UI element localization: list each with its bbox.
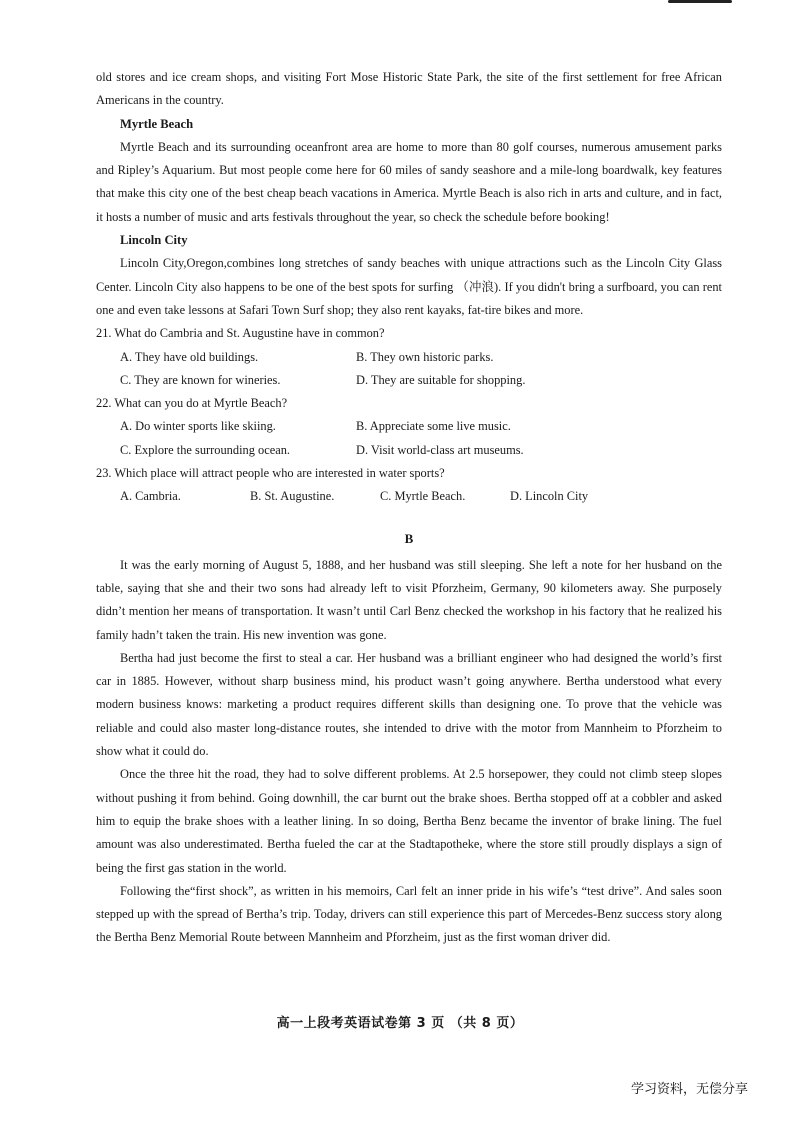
question-stem: 21. What do Cambria and St. Augustine have in common? (96, 326, 385, 341)
passage-b-paragraph-2: Bertha had just become the first to steal a car. Her husband was a brilliant engineer who had designed the world’s first car in 1885. However, without sharp business mind, his product wasn’t going anywhere. Bertha understood what every modern business knows: marketing a product requires different skills than designing one. To prove that the vehicle was reliable and could also master long-distance routes, she intended to drive with the motor from Mannheim to Pforzheim to show what it could do. (96, 650, 722, 759)
question-22 (96, 392, 722, 462)
option-a: A. Cambria. (120, 489, 181, 504)
option-a: A. They have old buildings. (120, 349, 259, 364)
option-row (120, 439, 722, 462)
myrtle-beach-heading: Myrtle Beach (120, 116, 194, 131)
option-b: B. They own historic parks. (356, 349, 494, 364)
option-d: D. They are suitable for shopping. (356, 372, 526, 387)
passage-b-paragraph-4: Following the“first shock”, as written in his memoirs, Carl felt an inner pride in his wife’s “test drive”. And sales soon stepped up with the spread of Bertha’s trip. Today, drivers can still experience this part of Mercedes-Benz success story along the Bertha Benz Memorial Route between Mannheim and Pforzheim, just as the first woman driver did. (96, 883, 722, 945)
option-d: D. Visit world-class art museums. (356, 442, 524, 457)
question-21 (96, 322, 722, 392)
page-footer: 高一上段考英语试卷第 3 页 （共 8 页） (276, 1016, 524, 1031)
question-23 (96, 462, 722, 509)
passage-b-paragraph-3: Once the three hit the road, they had to solve different problems. At 2.5 horsepower, they could not climb steep slopes without pushing it from behind. Going downhill, the car burnt out the brake shoes. Bertha stopped off at a cobbler and asked him to equip the brake shoes with a leather lining. In so doing, Bertha Benz became the inventor of brake lining. The fuel amount was also underestimated. Bertha fueled the car at the Stadtapotheke, where the store still proudly displays a sign of being the first gas station in the world. (96, 767, 722, 875)
option-b: B. Appreciate some live music. (356, 419, 511, 434)
scan-mark (668, 0, 732, 3)
option-row (120, 415, 722, 438)
option-row (120, 346, 722, 369)
question-stem: 23. Which place will attract people who are interested in water sports? (96, 466, 445, 481)
lincoln-city-heading: Lincoln City (120, 233, 188, 248)
option-c: C. Explore the surrounding ocean. (120, 442, 290, 457)
option-d: D. Lincoln City (510, 489, 589, 504)
share-note: 学习资料，无偿分享 (630, 1082, 748, 1097)
continued-paragraph: old stores and ice cream shops, and visiting Fort Mose Historic State Park, the site of the first settlement for free African Americans in the country. (96, 70, 722, 108)
question-stem: 22. What can you do at Myrtle Beach? (96, 396, 288, 411)
section-b-title: B (404, 530, 414, 546)
myrtle-beach-text: Myrtle Beach and its surrounding oceanfront area are home to more than 80 golf courses, numerous amusement parks and Ripley’s Aquarium. But most people come here for 60 miles of sandy seashore and a mile-long boardwalk, key features that make this city one of the best cheap beach vacations in America. Myrtle Beach is also rich in arts and culture, and in fact, it hosts a number of music and arts festivals throughout the year, so check the schedule before booking! (96, 139, 722, 224)
page-content (96, 66, 722, 950)
option-b: B. St. Augustine. (250, 489, 335, 504)
option-c: C. They are known for wineries. (120, 372, 281, 387)
option-c: C. Myrtle Beach. (380, 489, 466, 504)
option-row (120, 369, 722, 392)
option-row (120, 485, 722, 508)
option-a: A. Do winter sports like skiing. (120, 419, 276, 434)
passage-b-paragraph-1: It was the early morning of August 5, 1888, and her husband was still sleeping. She left a note for her husband on the table, saying that she and their two sons had already left to visit Pforzheim, Germany, 90 kilometers away. She purposely didn’t mention her means of transportation. It wasn’t until Carl Benz checked the workshop in his factory that he realized his family hadn’t taken the train. His new invention was gone. (96, 557, 722, 642)
lincoln-city-text: Lincoln City,Oregon,combines long stretches of sandy beaches with unique attractions such as the Lincoln City Glass Center. Lincoln City also happens to be one of the best spots for surfing （冲浪). If you didn't bring a surfboard, you can rent one and even take lessons at Safari Town Surf shop; they also rent kayaks, fat-tire bikes and more. (96, 256, 722, 317)
